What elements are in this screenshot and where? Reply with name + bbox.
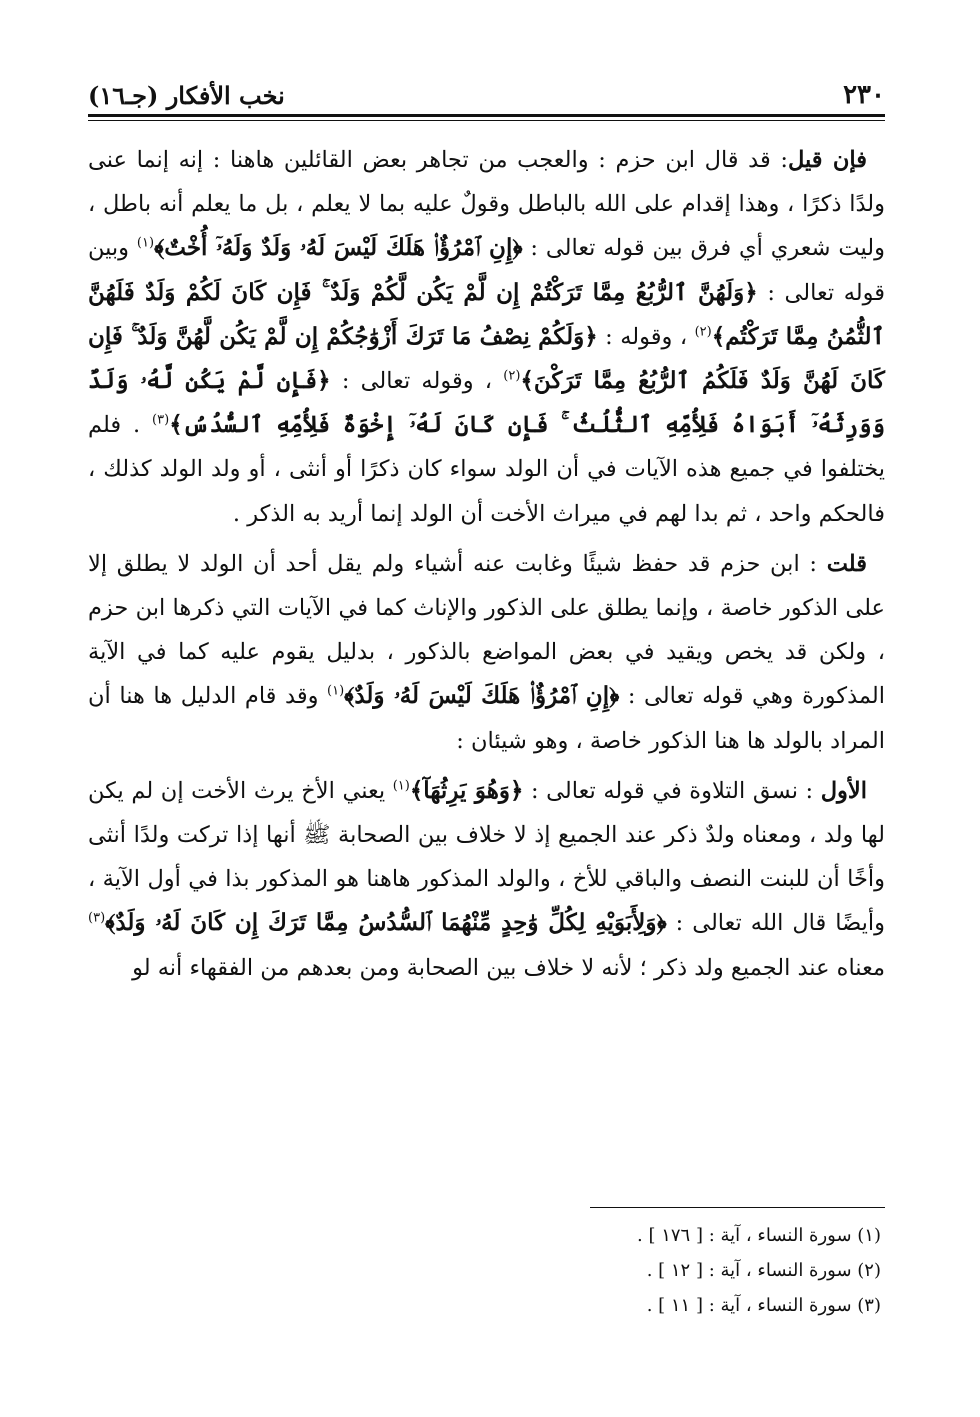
quran-verse: ﴿وَهُوَ يَرِثُهَآ﴾ (409, 776, 524, 804)
footnote-reference: (٢) (503, 368, 521, 384)
quran-verse: ﴿وَلَهُنَّ ٱلرُّبُعُ مِمَّا تَرَكْتُمْ إِن لَّمْ يَكُن لَّكُمْ وَلَدٌ ۚ فَإِن كَانَ لَكُمْ وَلَدٌ فَلَهُنَّ ٱلثُّمُنُ مِمَّا تَرَكْتُم﴾ (88, 278, 885, 350)
running-title: نخب الأفكار (جـ١٦) (88, 81, 285, 110)
paragraph-text: معناه عند الجميع ولد ذكر ؛ لأنه لا خلاف بين الصحابة ومن بعدهم من الفقهاء أنه لو (132, 954, 885, 981)
paragraph-text: : نسق التلاوة في قوله تعالى : (523, 777, 821, 804)
footnote-reference: (٣) (88, 910, 106, 926)
footnote-3: (٣) سورة النساء ، آية : [ ١١ ] . (646, 1295, 881, 1316)
paragraph-text: : ابن حزم قد حفظ شيئًا وغابت عنه أشياء ولم يقل أحد أن الولد لا يطلق إلا على الذكور خاصة ، وإنما يطلق على الذكور والإناث كما في الآيات التي ذكرها ابن حزم ، ولكن قد يخص ويقيد في بعض المواضع بالذكور ، بدليل يقوم عليه كما في الآية المذكورة وهي قوله تعالى : (88, 550, 885, 710)
quran-verse: ﴿فَإِن لَّمْ يَكُن لَّهُۥ وَلَدٌ وَوَرِثَهُۥٓ أَبَوَاهُ فَلِأُمِّهِ ٱلثُّلُثُ ۚ فَإِن كَانَ لَهُۥٓ إِخْوَةٌ فَلِأُمِّهِ ٱلسُّدُسُ﴾ (88, 367, 886, 439)
footnote-1: (١) سورة النساء ، آية : [ ١٧٦ ] . (637, 1225, 881, 1246)
footnote-reference: (١) (136, 235, 155, 251)
paragraph-text: : قد قال ابن حزم : والعجب من تجاهر بعض القائلين هاهنا : إنه إنما عنى ولدًا ذكرًا ، وهذا إقدام على الله بالباطل وقولٌ عليه بما لا يعلم ، بل ما يعلم أنه باطل ، وليت شعري أي فرق بين قوله تعالى : (88, 147, 885, 262)
footnote-reference: (١) (392, 778, 410, 794)
quran-verse: ﴿وَلِأَبَوَيْهِ لِكُلِّ وَٰحِدٍ مِّنْهُمَا ٱلسُّدُسُ مِمَّا تَرَكَ إِن كَانَ لَهُۥ وَلَدٌ﴾ (105, 909, 667, 937)
footnotes (88, 1218, 885, 1323)
paragraph-text: . فلم يختلفوا في جميع هذه الآيات في أن الولد سواء كان ذكرًا أو أنثى ، أو ولد الولد كذلك ، فالحكم واحد ، ثم بدا لهم في ميراث الأخت أن الولد إنما أريد به الذكر . (88, 412, 885, 527)
quran-verse: ﴿إِنِ ٱمْرُؤٌا۟ هَلَكَ لَيْسَ لَهُۥ وَلَدٌ﴾ (344, 682, 620, 710)
footnote-2: (٢) سورة النساء ، آية : [ ١٢ ] . (646, 1260, 881, 1281)
paragraph-lead-word: فإن قيل (787, 147, 867, 173)
header-rule-thin (88, 120, 885, 121)
paragraph-text: ، وقوله : (597, 323, 695, 350)
paragraph-text: وقد قام الدليل ها هنا أن المراد بالولد ها هنا الذكور خاصة ، وهو شيئان : (88, 683, 885, 754)
paragraph-text: يعني الأخ يرث الأخت إن لم يكن لها ولد ، ومعناه ولدٌ ذكر عند الجميع إذ لا خلاف بين الصحابة ﷺ أنها إذا تركت ولدًا أنثى وأخًا أن للبنت النصف والباقي للأخ ، والولد المذكور هاهنا هو المذكور بذا في أول الآية ، وأيضًا قال الله تعالى : (88, 777, 886, 937)
quran-verse: ﴿وَلَكُمْ نِصْفُ مَا تَرَكَ أَزْوَٰجُكُمْ إِن لَّمْ يَكُن لَّهُنَّ وَلَدٌ ۚ فَإِن كَانَ لَهُنَّ وَلَدٌ فَلَكُمُ ٱلرُّبُعُ مِمَّا تَرَكْنَ﴾ (88, 322, 885, 395)
footnote-separator (590, 1207, 885, 1208)
paragraph-text: وبين قوله تعالى : (88, 235, 885, 306)
paragraph-text: ، وقوله تعالى : (330, 368, 504, 395)
main-text (88, 138, 885, 990)
paragraph-lead-word: قلت (826, 550, 867, 577)
quran-verse: ﴿إِنِ ٱمْرُؤٌا۟ هَلَكَ لَيْسَ لَهُۥ وَلَدٌ وَلَهُۥٓ أُخْتٌ﴾ (154, 234, 523, 262)
paragraph-lead-word: الأول (820, 777, 867, 804)
footnote-reference: (٢) (694, 324, 712, 340)
header-rule-thick (88, 114, 885, 117)
page-header (88, 70, 885, 110)
paragraph (88, 542, 885, 763)
footnote-reference: (٣) (152, 412, 170, 428)
footnote-reference: (١) (327, 683, 345, 699)
paragraph (88, 769, 885, 990)
paragraph (88, 138, 885, 536)
page-number: ٢٣٠ (843, 80, 885, 110)
